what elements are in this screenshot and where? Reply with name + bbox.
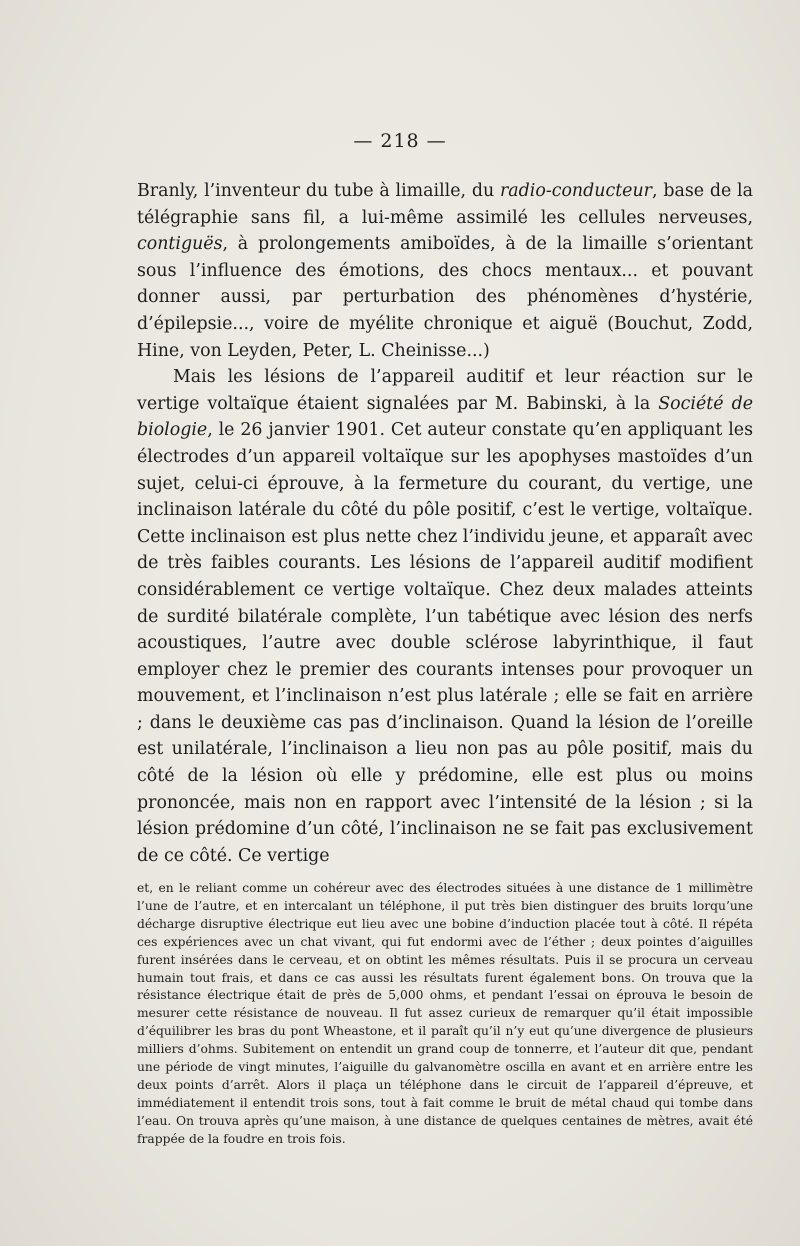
paragraph-2 xyxy=(137,364,753,869)
text-span: , base de la télégraphie sans fil, a lui-même assimilé les cellules nerveuses, xyxy=(137,181,753,228)
text-span: Mais les lésions de l’appareil auditif et leur réaction sur le vertige voltaïque étaient signalées par M. Babinski, à la xyxy=(137,367,753,414)
italic-term: Société de biologie xyxy=(137,393,753,441)
paragraph-1 xyxy=(137,178,753,364)
italic-term: radio-conducteur xyxy=(499,181,652,201)
main-text xyxy=(137,178,753,869)
text-span: Branly, l’inventeur du tube à limaille, du xyxy=(137,181,500,201)
text-span: , le 26 janvier 1901. Cet auteur constate qu’en appliquant les électrodes d’un appareil voltaïque sur les apophyses mastoïdes d’un sujet, celui-ci éprouve, à la fermeture du courant, du vertige, une inclinaison latérale du côté du pôle positif, c’est le vertige, voltaïque. Cette inclinaison est plus nette chez l’individu jeune, et apparaît avec de très faibles courants. Les lésions de l’appareil auditif modifient considérablement ce vertige voltaïque. Chez deux malades atteints de surdité bilatérale complète, l’un tabétique avec lésion des nerfs acoustiques, l’autre avec double sclérose labyrinthique, il faut employer chez le premier des courants intenses pour provoquer un mouvement, et l’inclinaison n’est plus latérale ; elle se fait en arrière ; dans le deuxième cas pas d’inclinaison. Quand la lésion de l’oreille est unilatérale, l’inclinaison a lieu non pas au pôle positif, mais du côté de la lésion où elle y prédomine, elle est plus ou moins prononcée, mais non en rapport avec l’intensité de la lésion ; si la lésion prédomine d’un côté, l’inclinaison ne se fait pas exclusivement de ce côté. Ce vertige xyxy=(137,420,753,866)
footnote xyxy=(137,880,753,1149)
footnote-text: et, en le reliant comme un cohéreur avec des électrodes situées à une distance de 1 millimètre l’une de l’autre, et en intercalant un téléphone, il put très bien distinguer des bruits lorqu’une décharge disruptive électrique eut lieu avec une bobine d’induction placée tout à côté. Il répéta ces expériences avec un chat vivant, qui fut endormi avec de l’éther ; deux pointes d’aiguilles furent insérées dans le cerveau, et on obtint les mêmes résultats. Puis il se procura un cerveau humain tout frais, et dans ce cas aussi les résultats furent également bons. On trouva que la résistance électrique était de près de 5,000 ohms, et pendant l’essai on éprouva le besoin de mesurer cette résistance de nouveau. Il fut assez curieux de remarquer qu’il était impossible d’équilibrer les bras du pont Wheastone, et il paraît qu’il n’y eut qu’une divergence de plusieurs milliers d’ohms. Subitement on entendit un grand coup de tonnerre, et l’auteur dit que, pendant une période de vingt minutes, l’aiguille du galvanomètre oscilla en avant et en arrière entre les deux points d’arrêt. Alors il plaça un téléphone dans le circuit de l’appareil d’épreuve, et immédiatement il entendit trois sons, tout à fait comme le bruit de métal chaud qui tombe dans l’eau. On trouva après qu’une maison, à une distance de quelques centaines de mètres, avait été frappée de la foudre en trois fois. xyxy=(137,881,753,1146)
italic-term: contiguës xyxy=(137,234,223,255)
page-number: — 218 — xyxy=(353,130,447,152)
text-span: , à prolongements amiboïdes, à de la limaille s’orientant sous l’influence des émotions, des chocs mentaux... et pouvant donner aussi, par perturbation des phénomènes d’hystérie, d’épilepsie..., voire de myélite chronique et aiguë (Bouchut, Zodd, Hine, von Leyden, Peter, L. Cheinisse...) xyxy=(137,234,753,361)
